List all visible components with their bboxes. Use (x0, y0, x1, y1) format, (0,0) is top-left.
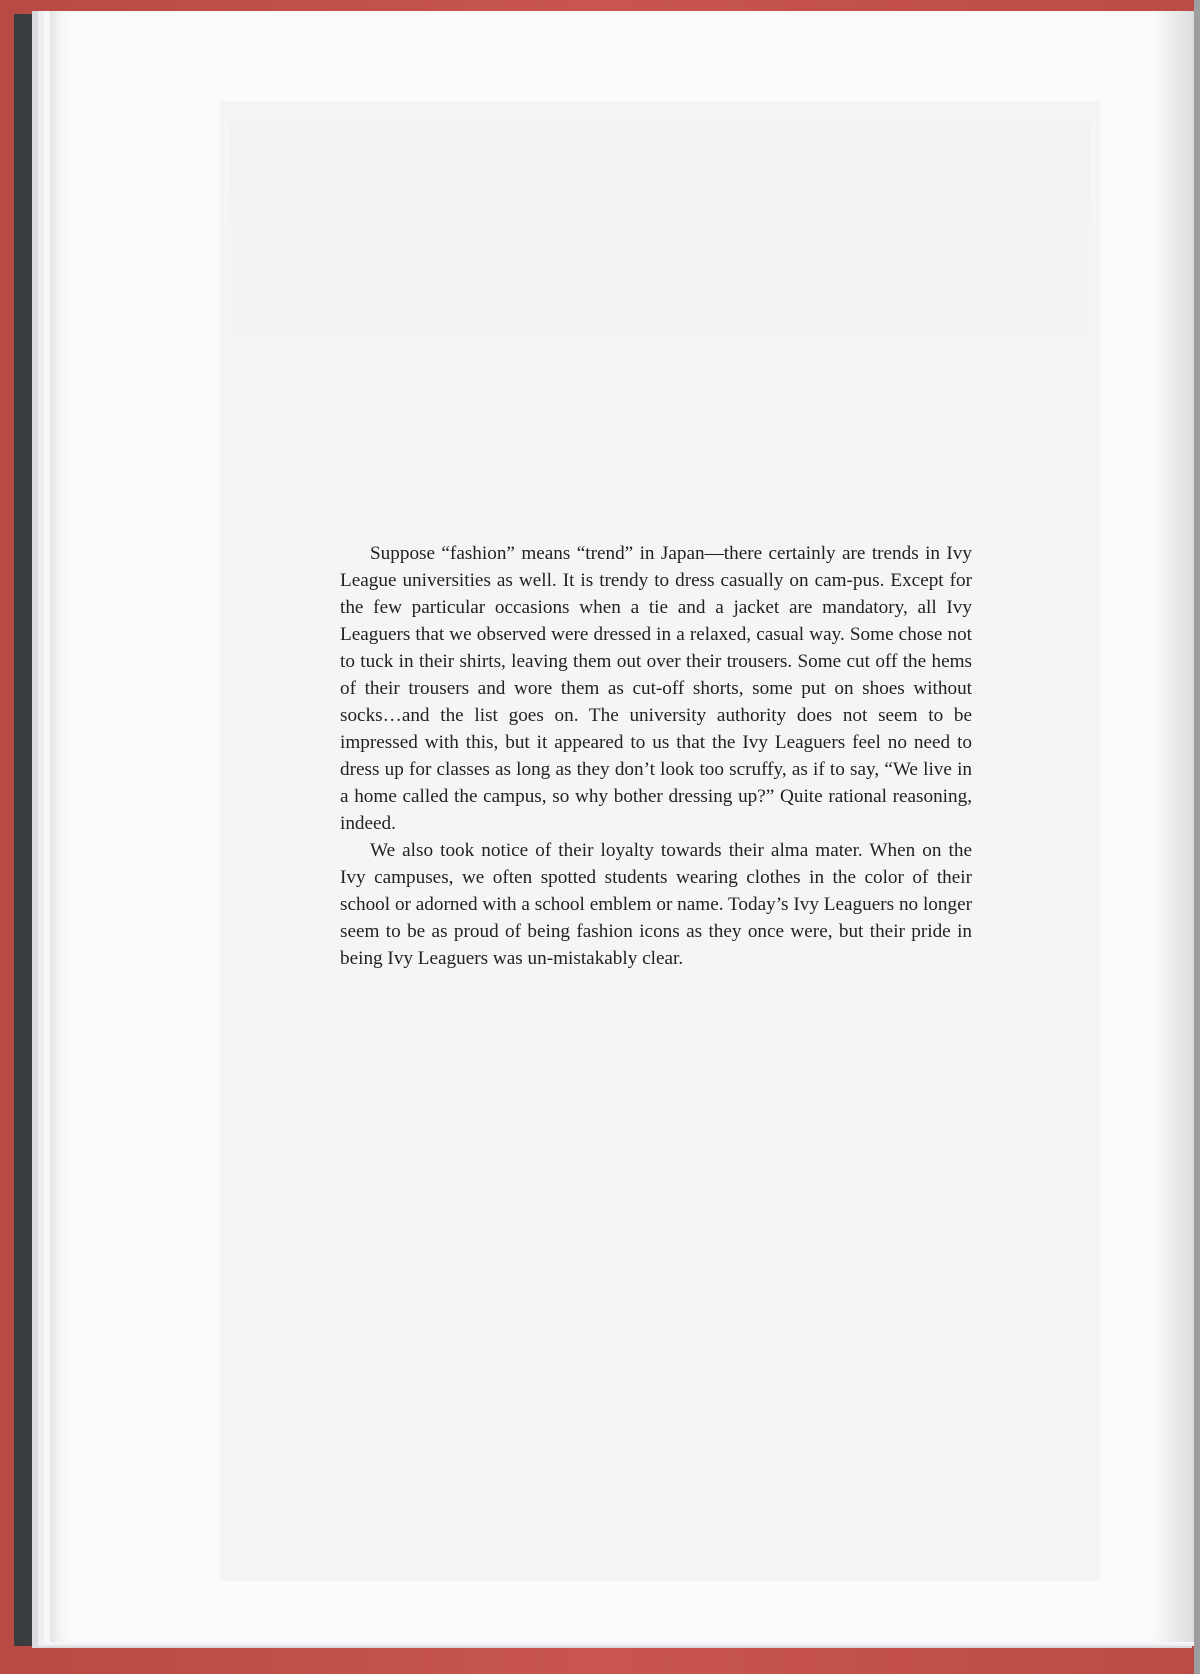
paragraph-1: Suppose “fashion” means “trend” in Japan—there certainly are trends in Ivy League universities as well. It is trendy to dress casually on cam-pus. Except for the few particular occasions when a tie and a jacket are mandatory, all Ivy Leaguers that we observed were dressed in a relaxed, casual way. Some chose not to tuck in their shirts, leaving them out over their trousers. Some cut off the hems of their trousers and wore them as cut-off shorts, some put on shoes without socks…and the list goes on. The university authority does not seem to be impressed with this, but it appeared to us that the Ivy Leaguers feel no need to dress up for classes as long as they don’t look too scruffy, as if to say, “We live in a home called the campus, so why bother dressing up?” Quite rational reasoning, indeed. (340, 543, 972, 834)
cover-edge (1194, 0, 1200, 1674)
paragraph-2: We also took notice of their loyalty towards their alma mater. When on the Ivy campuses, we often spotted students wearing clothes in the color of their school or adorned with a school emblem or name. Today’s Ivy Leaguers no longer seem to be as proud of being fashion icons as they once were, but their pride in being Ivy Leaguers was un-mistakably clear. (340, 840, 972, 969)
binding-shadow (1152, 11, 1200, 1642)
show-through-band (230, 121, 1090, 421)
body-text (340, 540, 972, 972)
